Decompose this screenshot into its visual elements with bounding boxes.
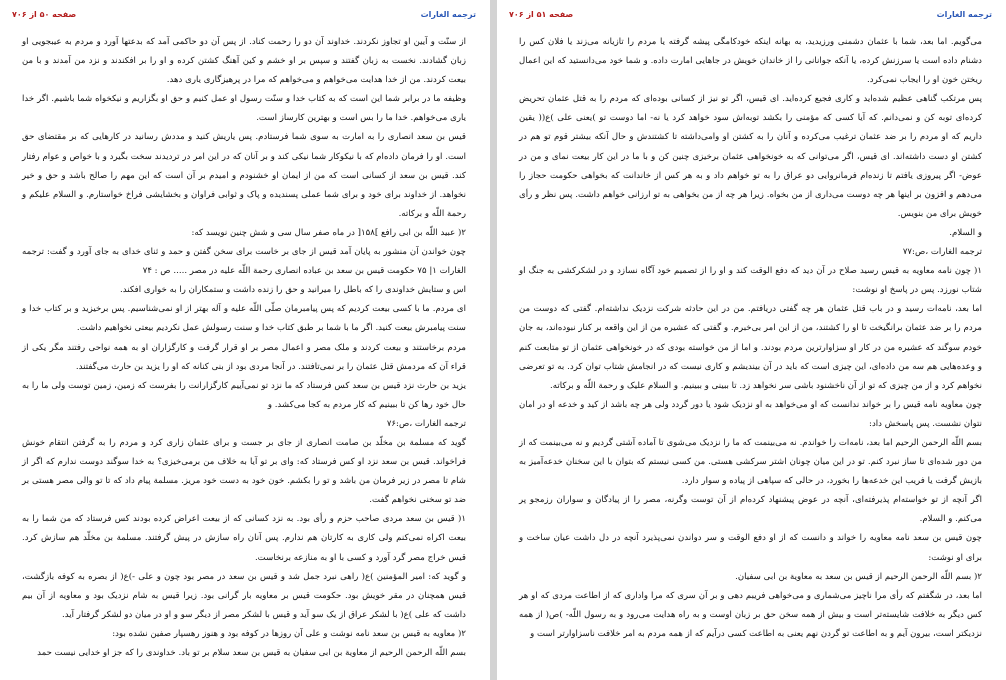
paragraph: اگر آنچه از تو خواسته‌ام پذیرفته‌ای، آنچه در عوض پیشنهاد کرده‌ام از آن توست وگرنه، مصر را از پیادگان و سواران رزمجو پر می‌کنم. و السلام.: [519, 495, 982, 525]
paragraph: و گوید که: امیر المؤمنین )ع( راهی نبرد جمل شد و قیس بن سعد در مصر بود چون و علی -)ع( از بصره به کوفه بازگشت، قیس همچنان در مقر خویش بود. حکومت قیس بر معاویه بار گرانی بود. زیرا قیس به شام نزدیک بود و معاویه از آن بیم داشت که علی )ع( با لشکر عراق از یک سو آید و قیس با لشکر مصر از دیگر سو و او در میان دو لشکر گرفتار آید.: [22, 571, 466, 620]
paragraph: وظیفه ما در برابر شما این است که به کتاب خدا و سنّت رسول او عمل کنیم و حق او بگزاریم و نیکخواه شما باشیم. اگر خدا یاری می‌خواهم. خدا ما را بس است و بهترین کارساز است.: [22, 94, 466, 124]
paragraph: چون قیس بن سعد نامه معاویه را خواند و دانست که از او دفع الوقت و سر دواندن نمی‌پذیرد آنچه در دل داشت عیان ساخت و برای او نوشت:: [519, 533, 982, 563]
paragraph: ۱( قیس بن سعد مردی صاحب حزم و رأی بود. به نزد کسانی که از بیعت اعراض کرده بودند کس فرستاد که من شما را به بیعت اکراه نمی‌کنم ولی کاری به کارتان هم ندارم. پس آنان راه سازش در پیش گرفتند. مسلمة بن مخلّد هم سازش کرد. قیس خراج مصر گرد آورد و کسی با او به منازعه برنخاست.: [22, 514, 466, 563]
paragraph: ۱( چون نامه معاویه به قیس رسید صلاح در آن دید که دفع الوقت کند و او را از تصمیم خود آگاه نسازد و در لشکرکشی به جنگ او شتاب نورزد. پس در پاسخ او نوشت:: [519, 266, 982, 296]
paragraph: بسم اللّه الرحمن الرحیم اما بعد، نامه‌ات را خواندم. نه می‌بینمت که ما را نزدیک می‌شوی تا آماده آشتی گردیم و نه می‌بینمت که از من دور شده‌ای تا ساز نبرد کنم. تو در این میان چونان اشتر سرکشی هستی. من کسی نیستم که بتوان با این سخنان خدعه‌آمیز به بازیش گرفت یا فریب این خدعه‌ها را بخورد، در حالی که سپاهی از پیاده و سوار دارد.: [519, 437, 982, 487]
paragraph: ۲( بسم اللّه الرحمن الرحیم از قیس بن سعد به معاویة بن ابی سفیان.: [735, 571, 982, 582]
paragraph: چون خواندن آن منشور به پایان آمد قیس از جای بر خاست برای سخن گفتن و حمد و ثنای خدای به جای آورد و گفت: ترجمه الغارات ۱| ۷۵ حکومت قیس بن سعد بن عباده انصاری رحمة اللّه علیه در مصر ..... ص : ۷۴: [22, 247, 466, 277]
paragraph: می‌گویم. اما بعد، شما با عثمان دشمنی ورزیدید، به بهانه اینکه خودکامگی پیشه گرفته یا مردم را تازیانه می‌زند یا فلان کس را دشنام داده است یا سرزنش کرده، یا آنکه جوانانی را از خاندان خویش در جاهایی امارت داده. و شما خود می‌دانستید که این اعمال ریختن خون او را ایجاب نمی‌کرد.: [519, 37, 982, 86]
paragraph: چون معاویه نامه قیس را بر خواند ندانست که او می‌خواهد به او نزدیک شود یا دور گردد ولی هر چه باشد از کید و خدعه او در امان نتوان نشست. پس پاسخش داد:: [519, 399, 982, 429]
right-page: [497, 0, 1006, 680]
book-title-link[interactable]: ترجمه الغارات: [936, 10, 992, 19]
paragraph: ای مردم. ما با کسی بیعت کردیم که پس پیامبرمان صلّی اللّه علیه و آله بهتر از او نمی‌شناسیم. پس برخیزید و بر کتاب خدا و سنت پیامبرش بیعت کنید. اگر ما با شما بر طبق کتاب خدا و سنت رسولش عمل نکردیم بیعتی نخواهیم داشت.: [22, 304, 466, 334]
paragraph: قیس بن سعد انصاری را به امارت به سوی شما فرستادم. پس یاریش کنید و مددش رسانید در کارهایی که بر مقتضای حق است. او را فرمان داده‌ام که با نیکوکار شما نیکی کند و بر آنان که در این امر در تردیدند سخت بگیرد و با خواص و عوام رفتار کند. قیس بن سعد از کسانی است که من از ایمان او خشنودم و امیدم بر آن است که این مهم را صالح باشد و حق و خیر نخواهد. از خداوند برای خود و برای شما عملی پسندیده و پاک و ثوابی فراوان و بخشایشی فراخ خواستارم. و السلام علیکم و رحمة اللّه و برکاته.: [22, 132, 466, 219]
page-header: [12, 10, 476, 22]
paragraph: ۲( عبید اللّه بن ابی رافع ]۱۵۸[ در ماه صفر سال سی و شش چنین نویسد که:: [191, 227, 466, 238]
paragraph: بسم اللّه الرحمن الرحیم از معاویة بن ابی سفیان به قیس بن سعد سلام بر تو باد. خداوندی را که جز او خدایی نیست حمد: [37, 648, 466, 658]
page-header: [509, 10, 992, 22]
page-body: [22, 33, 466, 680]
section-reference: ترجمه الغارات ،ص:۷۷: [902, 247, 982, 258]
page-number: صفحه ۵۰ از ۷۰۶: [12, 10, 77, 19]
paragraph: اما بعد، نامه‌ات رسید و در باب قتل عثمان هر چه گفتی دریافتم. من در این حادثه شرکت نزدیک نداشته‌ام. گفتی که دوست من مردم را بر ضد عثمان برانگیخت تا او را کشتند، من از این امر بی‌خبرم. و گفتی که عشیره من از این واقعه بر کنار نبوده‌اند، به جان خودم سوگند که عشیره من در کار او سزاوارترین مردم بودند. و اما از من خواسته بودی که در خونخواهی عثمان از تو متابعت کنم و وعده‌هایی هم سه من داده‌ای، این چیزی است که باید در آن بیندیشم و کاری نیست که در انجامش شتاب توان کرد. به تو تعرضی نخواهم کرد و از من چیزی که تو از آن ناخشنود باشی سر نخواهد زد. تا ببینی و ببینیم. و السلام علیک و رحمة اللّه و برکاته.: [519, 304, 982, 391]
paragraph: از سنّت و آیین او تجاوز نکردند. خداوند آن دو را رحمت کناد. از پس آن دو حاکمی آمد که بدعتها آورد و مردم به عیبجویی او زبان گشادند. نخست به زبان گفتند و سپس بر او خشم و کین آهنگ کشتن کرده و او را بر افکندند و نزد من آمدند و با من بیعت کردند. من از خدا هدایت می‌خواهم و می‌خواهم که مرا در پرهیزگاری یاری دهد.: [22, 37, 466, 86]
paragraph: و السلام.: [949, 227, 982, 238]
paragraph: اس و ستایش خداوندی را که باطل را میرانید و حق را زنده داشت و ستمکاران را به خواری افکند.: [120, 285, 466, 296]
paragraph: یزید بن حارث نزد قیس بن سعد کس فرستاد که ما نزد تو نمی‌آییم کارگزارانت را بفرست که زمین، زمین توست ولی ما را به حال خود رها کن تا ببینیم که کار مردم به کجا می‌کشد. و: [22, 380, 466, 410]
paragraph: مردم برخاستند و بیعت کردند و ملک مصر و اعمال مصر بر او قرار گرفت و کارگزاران او به همه نواحی رفتند مگر یکی از قراء آن که مردمش قتل عثمان را بر نمی‌تافتند. در آنجا مردی بود از بنی کنانه که او را یزید بن حارث می‌گفتند.: [22, 342, 466, 372]
page-body: [519, 33, 982, 680]
page-number: صفحه ۵۱ از ۷۰۶: [509, 10, 574, 19]
section-reference: ترجمه الغارات ،ص:۷۶: [386, 418, 466, 429]
book-title-link[interactable]: ترجمه الغارات: [420, 10, 476, 19]
paragraph: اما بعد، در شگفتم که رأی مرا ناچیز می‌شماری و می‌خواهی فریبم دهی و بر آن سری که مرا واداری که از اطاعت مردی که او هر کس دیگر به خلافت شایسته‌تر است و بیش از همه سخن حق بر زبان اوست و به راه هدایت می‌رود و به رسول اللّه- )ص( از همه نزدیکتر است، بیرون آیم و به اطاعت تو گردن نهم یعنی به اطاعت کسی درآیم که از همه مردم به امر خلافت ناسزاوارتر است و: [519, 590, 982, 639]
paragraph: گوید که مسلمة بن مخلّد بن صامت انصاری از جای بر جست و برای عثمان زاری کرد و مردم را به گرفتن انتقام خونش فراخواند. قیس بن سعد نزد او کس فرستاد که: وای بر تو آیا به خلاف من برمی‌خیزی؟ به خدا سوگند دوست ندارم که اگر از شام تا مصر در زیر فرمان من باشد و تو را بکشم. خون خود به دست خود مریز. مسلمة پیام داد که تا تو والی مصر هستی بر ضد تو سخنی نخواهم گفت.: [22, 437, 466, 506]
paragraph: پس مرتکب گناهی عظیم شده‌اید و کاری فجیع کرده‌اید. ای قیس، اگر تو نیز از کسانی بوده‌ای که مردم را به قتل عثمان تحریض کرده‌ای توبه کن و نمی‌دانم. که آیا کسی که مؤمنی را بکشد توبه‌اش سود خواهد کرد یا نه- اما دوست تو )یعنی علی )ع(( یقین داریم که او مردم را بر ضد عثمان ترغیب می‌کرده و آنان را به کشتن او وامی‌داشته تا کشتندش و حال آنکه بیشتر قوم تو هم در کشتن او دست داشته‌اند. ای قیس، اگر می‌توانی که به خونخواهی عثمان برخیزی چنین کن و با ما در این کار بیعت نمای و من در عوض- اگر پیروزی یافتم تا زنده‌ام فرمانروایی دو عراق را به تو خواهم داد و به هر کس از خاندانت که بخواهی حکومت حجاز را می‌دهم و افزون بر اینها هر چه دوست می‌داری از من بخواه. زیرا هر چه از من بخواهی به تو ارزانی خواهم داشت. پس نظر و رأی خویش برای من بنویس.: [519, 94, 982, 219]
paragraph: ۲( معاویه به قیس بن سعد نامه نوشت و علی آن روزها در کوفه بود و هنوز رهسپار صفین نشده بود:: [112, 628, 466, 639]
page-gutter: [490, 0, 497, 680]
left-page: [0, 0, 490, 680]
